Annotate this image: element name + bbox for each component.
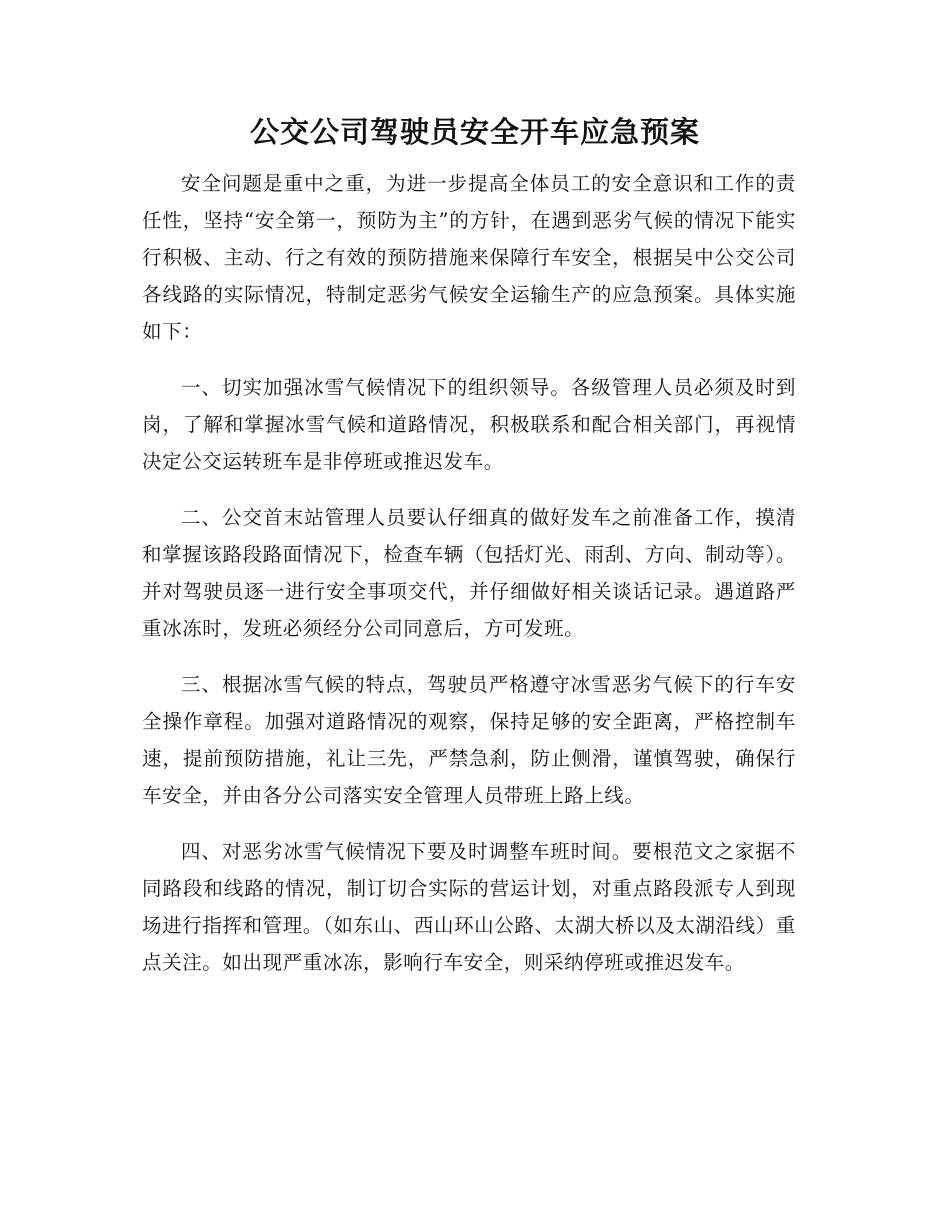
section-4-paragraph: 四、对恶劣冰雪气候情况下要及时调整车班时间。要根范文之家据不同路段和线路的情况，制订切合实际的营运计划，对重点路段派专人到现场进行指挥和管理。（如东山、西山环山公路、太湖大桥以及太湖沿线）重点关注。如出现严重冰冻，影响行车安全，则采纳停班或推迟发车。 [142, 840, 796, 974]
intro-paragraph: 安全问题是重中之重，为进一步提高全体员工的安全意识和工作的责任性，坚持“安全第一，预防为主”的方针，在遇到恶劣气候的情况下能实行积极、主动、行之有效的预防措施来保障行车安全，根据吴中公交公司各线路的实际情况，特制定恶劣气候安全运输生产的应急预案。具体实施如下： [142, 172, 796, 343]
section-2-paragraph: 二、公交首末站管理人员要认仔细真的做好发车之前准备工作，摸清和掌握该路段路面情况下，检查车辆（包括灯光、雨刮、方向、制动等）。并对驾驶员逐一进行安全事项交代，并仔细做好相关谈话记录。遇道路严重冰冻时，发班必须经分公司同意后，方可发班。 [142, 506, 796, 640]
document-title: 公交公司驾驶员安全开车应急预案 [249, 115, 700, 149]
section-3-paragraph: 三、根据冰雪气候的特点，驾驶员严格遵守冰雪恶劣气候下的行车安全操作章程。加强对道路情况的观察，保持足够的安全距离，严格控制车速，提前预防措施，礼让三先，严禁急刹，防止侧滑，谨慎驾驶，确保行车安全，并由各分公司落实安全管理人员带班上路上线。 [142, 673, 796, 807]
section-1-paragraph: 一、切实加强冰雪气候情况下的组织领导。各级管理人员必须及时到岗，了解和掌握冰雪气候和道路情况，积极联系和配合相关部门，再视情决定公交运转班车是非停班或推迟发车。 [142, 376, 796, 473]
document-body [142, 165, 796, 1000]
